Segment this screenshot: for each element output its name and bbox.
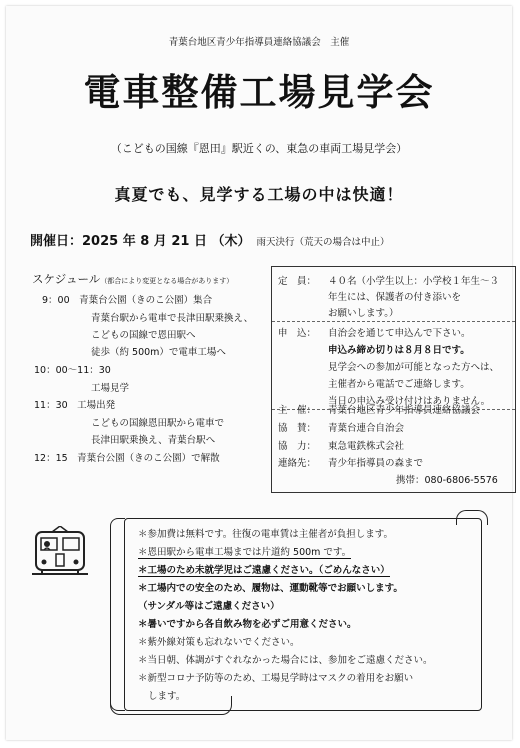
note-item: します。 <box>148 691 186 702</box>
note-item-text: ＊恩田駅から電車工場までは片道約 500m です。 <box>138 547 352 558</box>
schedule-line: 9：00 青葉台公園（きのこ公園）集合 <box>42 295 213 306</box>
capacity-line: お願いします。） <box>328 308 399 319</box>
note-item: ＊工場内での安全のため、履物は、運動靴等でお願いします。 <box>138 583 403 594</box>
contact-label: 連絡先： <box>278 458 317 469</box>
apply-line: 当日の申込み受け付けはありません。 <box>328 396 491 407</box>
note-item: ＊当日朝、体調がすぐれなかった場合には、参加をご遠慮ください。 <box>138 655 433 666</box>
note-item-text: ＊工場のため未就学児はご遠慮ください。（ごめんなさい） <box>138 565 390 576</box>
schedule-line: 12：15 青葉台公園（きのこ公園）で解散 <box>34 453 220 464</box>
flyer-page <box>6 6 512 740</box>
note-item: ＊暑いですから各自飲み物を必ずご用意ください。 <box>138 619 357 630</box>
coop-label: 協 力： <box>278 441 317 452</box>
apply-line: 見学会への参加が可能となった方へは、 <box>328 362 500 373</box>
train-icon <box>32 526 88 578</box>
schedule-title <box>32 271 233 287</box>
schedule-title-text: スケジュール <box>32 272 101 286</box>
apply-label: 申 込： <box>278 328 317 339</box>
phone-number: 携帯：080-6806-5576 <box>396 475 498 486</box>
page-title: 電車整備工場見学会 <box>83 70 435 114</box>
info-box <box>271 266 516 493</box>
event-date <box>30 230 390 249</box>
support-value: 青葉台連合自治会 <box>328 423 405 434</box>
note-item: ＊参加費は無料です。往復の電車賃は主催者が負担します。 <box>138 529 393 540</box>
rain-note: 雨天決行（荒天の場合は中止） <box>256 237 390 248</box>
schedule-line: 11：30 工場出発 <box>34 400 116 411</box>
headline: 真夏でも、見学する工場の中は快適！ <box>114 185 404 204</box>
schedule-note: （都合により変更となる場合があります） <box>100 277 234 285</box>
schedule-line: 長津田駅乗換え、青葉台駅へ <box>91 435 216 446</box>
capacity-line: 年生には、保護者の付き添いを <box>328 292 462 303</box>
apply-line: 自治会を通じて申込んで下さい。 <box>328 328 471 339</box>
event-date-label: 開催日：2025 年 8 月 21 日 （木） <box>30 234 251 249</box>
schedule-line: 青葉台駅から電車で長津田駅乗換え、 <box>91 313 254 324</box>
coop-value: 東急電鉄株式会社 <box>328 441 405 452</box>
host-label: 主 催： <box>278 405 317 416</box>
host-value: 青葉台地区青少年指導員連絡協議会 <box>328 405 481 416</box>
contact-value: 青少年指導員の森まで <box>328 458 424 469</box>
capacity-label: 定 員： <box>278 276 317 287</box>
note-item: （サンダル等はご遠慮ください） <box>138 601 280 612</box>
apply-line: 主催者から電話でご連絡します。 <box>328 379 470 390</box>
scroll-frame-left <box>110 518 125 711</box>
organizer-line: 青葉台地区青少年指導員連絡協議会 主催 <box>168 37 350 48</box>
apply-deadline: 申込み締め切りは８月８日です。 <box>328 345 470 356</box>
subtitle: （こどもの国線『恩田』駅近くの、東急の車両工場見学会） <box>110 142 408 155</box>
note-item <box>138 544 351 558</box>
capacity-line: ４０名（小学生以上：小学校１年生～３ <box>328 276 500 287</box>
note-item <box>138 562 390 576</box>
note-item: ＊紫外線対策も忘れないでください。 <box>138 637 300 648</box>
schedule-line: 10：00～11：30 <box>34 365 111 376</box>
divider <box>272 321 515 322</box>
support-label: 協 賛： <box>278 423 317 434</box>
note-item: ＊新型コロナ予防等のため、工場見学時はマスクの着用をお願い <box>138 673 414 684</box>
schedule-line: 工場見学 <box>91 383 130 394</box>
schedule-line: 徒歩（約 500m）で電車工場へ <box>91 347 226 358</box>
schedule-line: こどもの国線で恩田駅へ <box>91 330 196 341</box>
schedule-line: こどもの国線恩田駅から電車で <box>91 418 225 429</box>
